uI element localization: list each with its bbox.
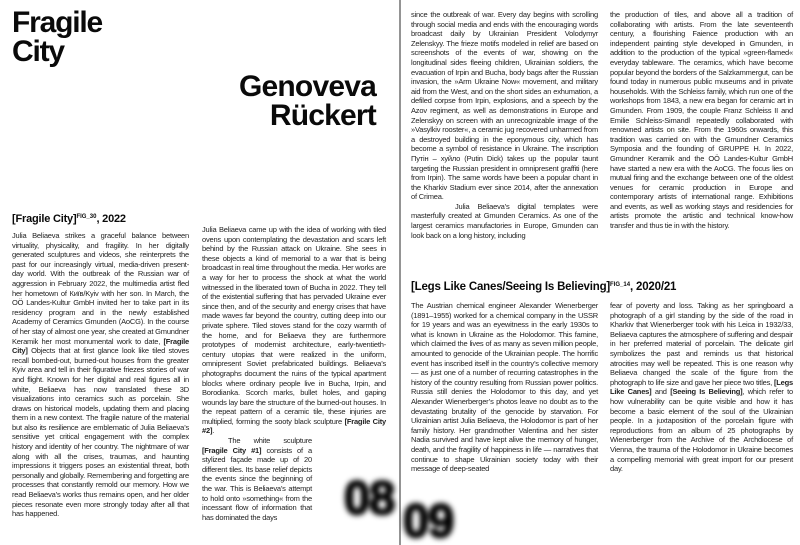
- work-title-inline: [Fragile City #1]: [202, 445, 262, 455]
- paragraph-text: , which refer to how vulnerability can be quite visible and how it has become a basic element of the soul of the Ukrainian people. In a juxtaposition of the porcelain figure with reproductions from an album of 25 photographs by Wienerberger from the Archive of the Archdiocese of Vienna, the trauma of the Holodomor in Ukraine becomes a compelling memorial with great import for our present day.: [610, 387, 793, 474]
- work-title-inline: [Seeing Is Believing]: [670, 387, 743, 397]
- page-gutter-divider: [399, 0, 401, 545]
- paragraph-text: .: [212, 426, 215, 436]
- right-page-column-2-bottom: [610, 301, 793, 474]
- paragraph-text: The white sculpture: [228, 436, 312, 446]
- page-number-right: [403, 494, 454, 545]
- paragraph-text: Julia Beliaeva came up with the idea of working with tiled ovens upon contemplating the devastation and scars left behind by the Russian attack on Ukraine. She sees in these objects a kind of memorial to a war that is being broadcast in real time throughout the media. Her works are a way for her to process the shock at what the world witnessed in the liberated town of Bucha in 2022. They tell of the existential suffering that has pervaded Ukraine ever since then, and of the security and energy crises that have made waves far beyond the country, cutting deep into our private sphere. Tiled stoves stand for the cozy warmth of the home, and for Beliaeva they are furthermore prototypes of modernist architecture, early-twentieth-century utopias that were realized in the uniform, omnipresent Soviet prefabricated buildings. Beliaeva’s photographs document the ruins of the typical apartment blocks where ordinary people live in Bucha, Irpin, and Borodianka. Scorch marks, bullet holes, and gaping wounds lay bare the structure of the burned-out houses. In the repeat pattern of a ceramic tile, these injuries are multiplied, forming the sooty black sculpture: [202, 225, 386, 426]
- paragraph-text: and: [651, 387, 671, 397]
- work-title-inline: [Legs Like Canes]: [610, 377, 793, 397]
- paragraph-text: consists of a stylized façade made up of 20 different tiles. Its base relief depicts the events since the beginning of the war. This is Beliaeva’s attempt to hold onto »something« from the incessant flow of information that has dominated the days: [202, 445, 312, 522]
- left-page-column-2: [202, 225, 395, 525]
- left-page-column-1: [12, 213, 189, 519]
- page-number-blurred: 09: [403, 494, 454, 545]
- paragraph: since the outbreak of war. Every day begins with scrolling through social media and ends with the encouraging words broadcast daily by Ukrainian President Volodymyr Zelenskyy. The frieze motifs modeled in relief are based on screenshots of the events of war, showing on the longitudinal sides fleeing children, Ukrainian soldiers, the evacuation of Irpin and Bucha, body bags after the Russian invasion, the »Arm Ukraine Now« movement, and military aid from the West, and on the short sides an exhumation, a defiled corpse from Irpin, explosions, and a speech by the Azov regiment, as well as demonstrations in Europe and Zelenskyy on screen with an unrecognizable image of the »Vasylkiv rooster«, a ceramic jug recovered unharmed from a destroyed building in the eponymous city, which has become a symbol of resistance in Ukraine. The inscription Путін – хуйло (Putin Dick) takes up the popular taunt targeting the Russian president in omnipresent graffiti (here from Irpin). The same words have been a popular chant in the Kharkiv Stadium ever since 2014, after the annexation of Crimea.: [411, 10, 598, 202]
- author-last-name: Rückert: [269, 99, 376, 132]
- section-heading-fragile-city: [12, 213, 189, 227]
- right-page-column-1-top: [411, 10, 598, 240]
- paragraph: [202, 436, 395, 525]
- right-page-column-1-bottom: [411, 301, 598, 474]
- section-heading-year: , 2022: [96, 213, 126, 225]
- paragraph-text: Objects that at first glance look like tiled stoves recall bombed-out, burned-out houses from the greater Kyiv area and tell in their figurative friezes stories of war and flight. Known for her digital and real figures all in white, Beliaeva has now translated these 3D visualizations into ceramics such as porcelain. She draws on historical models, updating them and placing them in a new context. The fragile nature of the material but also its resilience are emblematic of Julia Beliaeva’s sensitive yet critical engagement with the complex history and identity of her country. The nightmare of war along with all the crises, traumas, and haunting impressions it triggers poses an existential threat, both personally and globally. Remembering and forgetting are processes that constantly remold our memory. How we read Beliaeva’s works thus remains open, and her older pieces resonate even more strongly today after all that has happened.: [12, 346, 189, 519]
- author-name: [239, 72, 376, 130]
- work-title-inline: [Fragile City]: [12, 336, 189, 356]
- page-number-blurred: 08: [344, 471, 395, 525]
- fig-reference: FIG_30: [76, 214, 97, 220]
- paragraph-text: Julia Beliaeva strikes a graceful balance between virtuality, physicality, and fragility. In her digitally generated sculptures and videos, she reinterprets the past for our increasingly virtual, media-driven present-day world. With the outbreak of the Russian war of aggression in February 2022, the multimedia artist fled her hometown of Київ/Kyiv with her son. In March, the OÖ Landes-Kultur GmbH invited her to take part in its residency program and in the newly established Academy of Ceramics Gmunden (AoCG). In the course of her stay of almost one year, she created at Gmundner Keramik her most monumental work to date,: [12, 231, 189, 346]
- paragraph: [610, 301, 793, 474]
- paragraph: The Austrian chemical engineer Alexander Wienerberger (1891–1955) worked for a chemical company in the USSR for 19 years and was an eyewitness in the early 1930s to what is known in Ukraine as the Holodomor. This famine, which claimed the lives of as many as seven million people, amounted to genocide of the Ukrainian people. The horrific event has inscribed itself in the country’s collective memory — as just one of a number of recurring catastrophes in the history of the country resulting from Russian power politics. Russia still denies the Holodomor to this day, and yet Alexander Wienerberger’s photos leave no doubt as to the devastating brutality of the genocide by starvation. For Ukrainian artist Julia Beliaeva, the Holodomor is part of her family history. Her grandmother Valentina and her sister Nadia survived and have kept alive the memory of hunger, death, and the fragility of happiness in life — narratives that continue to shape Ukrainian society today with their message of deep-seated: [411, 301, 598, 474]
- paragraph: Julia Beliaeva’s digital templates were masterfully created at Gmunden Ceramics. As one of the largest ceramics manufactories in Europe, Gmunden can look back on a long history, including: [411, 201, 598, 240]
- page-number-left: [318, 471, 395, 525]
- section-heading-year: , 2020/21: [630, 281, 677, 293]
- paragraph-text: fear of poverty and loss. Taking as her springboard a photograph of a girl standing by the side of the road in Kharkiv that Wienerberger took with his Leica in 1932/33, Beliaeva captures the atmosphere of suffering and despair in her preferred material of porcelain. The delicate girl symbolizes the past and reminds us that historical atrocities may well be repeated. This is one reason why Beliaeva changed the scale of the figure from the photograph to life size and gave her piece two titles,: [610, 301, 793, 387]
- page-title-line: City: [12, 35, 64, 68]
- right-page-column-2-top: [610, 10, 793, 231]
- page-title-line: Fragile: [12, 6, 102, 39]
- author-first-name: Genoveva: [238, 70, 376, 103]
- work-title-inline: [Fragile City #2]: [202, 416, 387, 436]
- section-heading-label: [Legs Like Canes/Seeing Is Believing]: [411, 281, 611, 293]
- page-title: [12, 8, 102, 66]
- paragraph: the production of tiles, and above all a tradition of collaborating with artists. From the late seventeenth century, a flourishing Faience production with an independent painting style developed in Gmunden, in addition to the production of the typical »green-flamed« everyday tableware. The ceramics, which have become popular beyond the borders of the Salzkammergut, can be found today in numerous public museums and in private households. With the Schleiss family, which run one of the workshops from 1843, a new era began for ceramic art in Gmunden. From 1909, the couple Franz Schleiss II and Emilie Schleiss-Simandl repeatedly collaborated with renowned artists on site. From the 1960s onwards, this tradition was carried on with the Gmundner Ceramics Symposia and the founding of GRUPPE H. In 2022, Gmundner Keramik and the OÖ Landes-Kultur GmbH have started a new era with the AoCG. The focus lies on mutual firing and the exchange between one of the oldest venues for ceramic production in Europe and contemporary artists of international range. Exhibitions and events, as well as working stays and residencies for artists promote the artistic and technical know-how transfer and thus tie in with the history.: [610, 10, 793, 231]
- paragraph: [202, 225, 386, 436]
- paragraph: [12, 231, 189, 519]
- section-heading-legs-like-canes: [411, 281, 676, 296]
- fig-reference: FIG_14: [610, 282, 631, 288]
- section-heading-label: [Fragile City]: [12, 213, 77, 225]
